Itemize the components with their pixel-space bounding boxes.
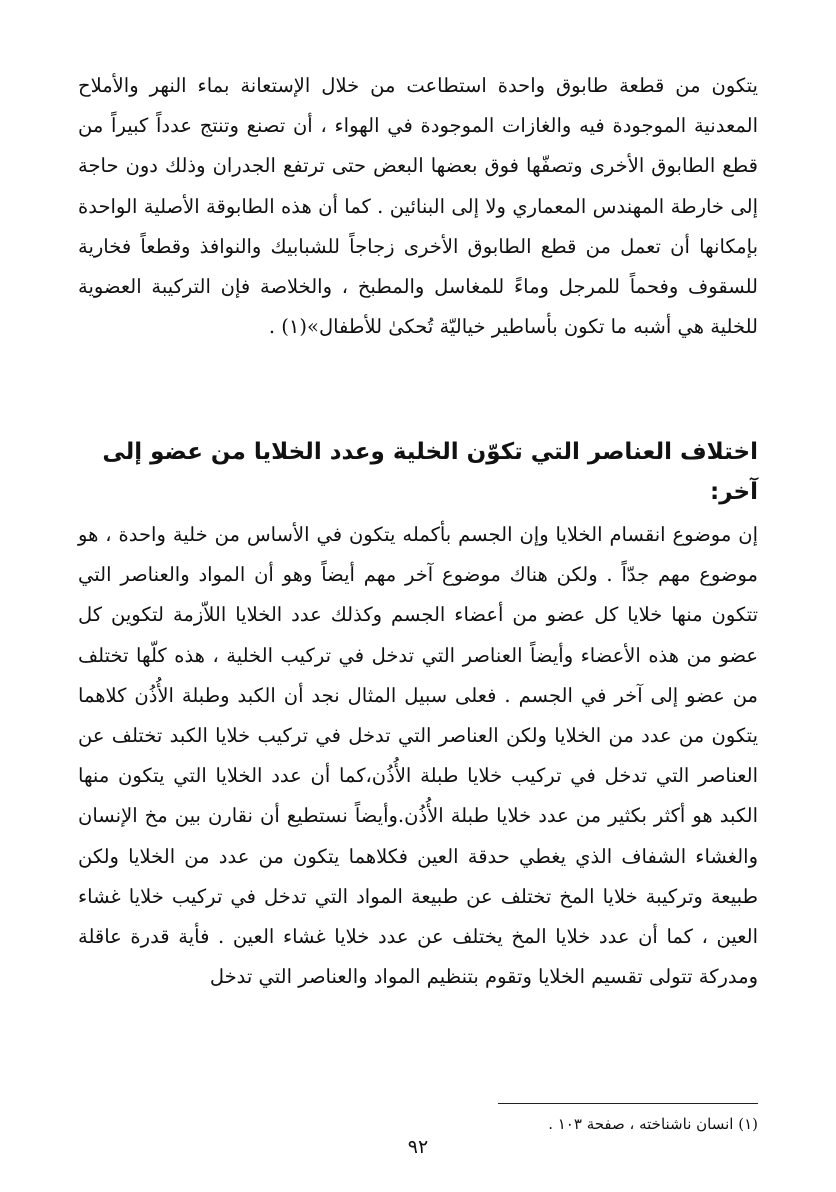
section-heading: اختلاف العناصر التي تكوّن الخلية وعدد الخلايا من عضو إلى آخر: xyxy=(102,439,758,505)
book-page xyxy=(78,60,758,1170)
footnote: (١) انسان ناشناخته ، صفحة ١٠٣ . xyxy=(548,1115,758,1133)
body-paragraph-2: إن موضوع انقسام الخلايا وإن الجسم بأكمله يتكون في الأساس من خلية واحدة ، هو موضوع مهم جدّاً . ولكن هناك موضوع آخر مهم أيضاً وهو أن المواد والعناصر التي تتكون منها خلايا كل عضو من أعضاء الجسم وكذلك عدد الخلايا اللاّزمة لتكوين كل عضو من هذه الأعضاء وأيضاً العناصر التي تدخل في تركيب الخلية ، هذه كلّها تختلف من عضو إلى آخر في الجسم . فعلى سبيل المثال نجد أن الكبد وطبلة الأُذُن كلاهما يتكون من عدد من الخلايا ولكن العناصر التي تدخل في تركيب خلايا الكبد تختلف عن العناصر التي تدخل في تركيب خلايا طبلة الأُذُن،كما أن عدد الخلايا التي يتكون منها الكبد هو أكثر بكثير من عدد خلايا طبلة الأُذُن.وأيضاً نستطيع أن نقارن بين مخ الإنسان والغشاء الشفاف الذي يغطي حدقة العين فكلاهما يتكون من عدد من الخلايا ولكن طبيعة وتركيبة خلايا المخ تختلف عن طبيعة المواد التي تدخل في تركيب خلايا غشاء العين ، كما أن عدد خلايا المخ يختلف عن عدد خلايا غشاء العين . فأية قدرة عاقلة ومدركة تتولى تقسيم الخلايا وتقوم بتنظيم المواد والعناصر التي تدخل xyxy=(78,523,758,989)
footnote-divider xyxy=(498,1103,758,1104)
page-number: ٩٢ xyxy=(407,1136,429,1158)
body-paragraph-1: يتكون من قطعة طابوق واحدة استطاعت من خلال الإستعانة بماء النهر والأملاح المعدنية الموجودة فيه والغازات الموجودة في الهواء ، أن تصنع وتنتج عدداً كبيراً من قطع الطابوق الأخرى وتصفّها فوق بعضها البعض حتى ترتفع الجدران وذلك دون حاجة إلى خارطة المهندس المعماري ولا إلى البنائين . كما أن هذه الطابوقة الأصلية الواحدة بإمكانها أن تعمل من قطع الطابوق الأخرى زجاجاً للشبابيك والنوافذ وقطعاً فخارية للسقوف وفحماً للمرجل وماءً للمغاسل والمطبخ ، والخلاصة فإن التركيبة العضوية للخلية هي أشبه ما تكون بأساطير خياليّة تُحكىٰ للأطفال»(١) . xyxy=(78,74,758,339)
